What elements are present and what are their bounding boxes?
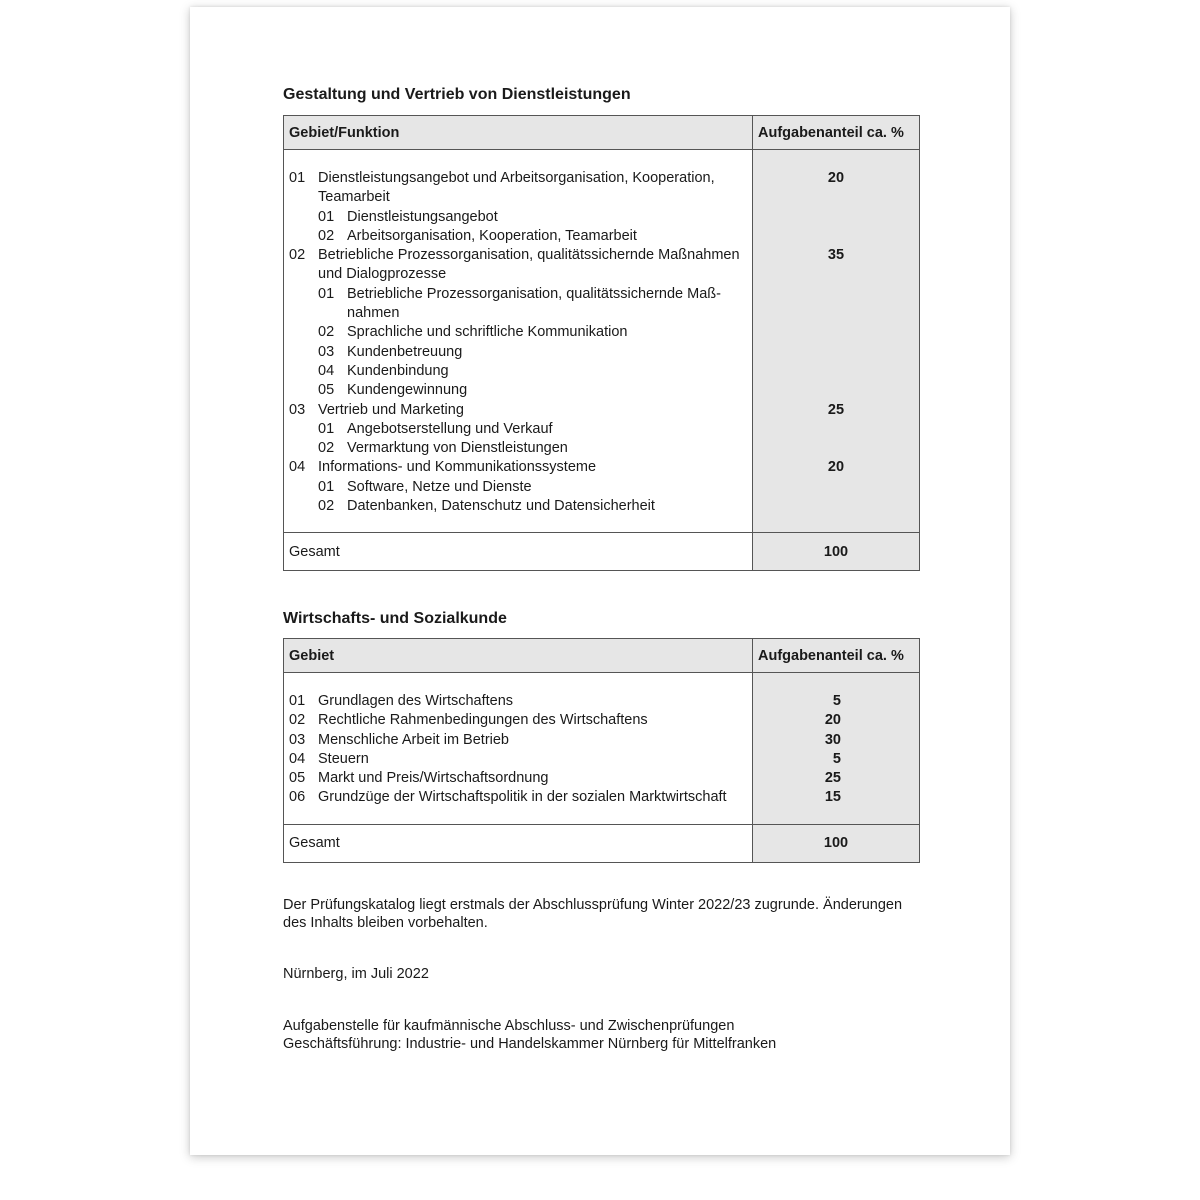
list-item: 05 Markt und Preis/Wirtschaftsordnung	[289, 770, 549, 787]
list-item: 01 Dienstleistungsangebot und Arbeitsorganisation, Kooperation, Teamarbeit	[289, 170, 715, 206]
section2-title: Wirtschafts- und Sozialkunde	[283, 610, 507, 627]
list-subitem: 01 Angebotserstellung und Verkauf	[318, 420, 553, 437]
list-item: 03 Menschliche Arbeit im Betrieb	[289, 731, 509, 748]
section2-areas	[284, 673, 753, 825]
section1-shares	[753, 150, 920, 533]
section1-table	[283, 115, 920, 571]
list-item: 04 Informations- und Kommunikationssysteme	[289, 459, 597, 476]
section2-table	[283, 638, 920, 863]
document-page	[190, 7, 1010, 1155]
section2-total-value: 100	[753, 824, 920, 862]
list-item: 03 Vertrieb und Marketing	[289, 401, 464, 418]
issuer-line-1: Aufgabenstelle für kaufmännische Abschluss- und Zwischenprüfungen	[283, 1018, 735, 1034]
list-item: 02 Rechtliche Rahmenbedingungen des Wirtschaftens	[289, 712, 648, 729]
list-subitem: 02 Arbeitsorganisation, Kooperation, Teamarbeit	[318, 227, 637, 244]
share-value: 5	[832, 693, 841, 709]
section2-shares	[753, 673, 920, 825]
share-value: 15	[824, 789, 841, 806]
list-subitem: 03 Kundenbetreuung	[318, 343, 463, 360]
list-subitem: 02 Vermarktung von Dienstleistungen	[318, 440, 568, 457]
section2-header-area: Gebiet	[284, 639, 753, 673]
section2-header-share: Aufgabenanteil ca. %	[753, 639, 920, 673]
footnote: Der Prüfungskatalog liegt erstmals der Abschlussprüfung Winter 2022/23 zugrunde. Änderungen des Inhalts bleiben vorbehalten.	[283, 897, 903, 931]
share-value: 25	[827, 401, 845, 418]
share-value: 5	[832, 750, 841, 767]
list-subitem: 05 Kundengewinnung	[318, 382, 468, 399]
issuer-line-2: Geschäftsführung: Industrie- und Handelskammer Nürnberg für Mittelfranken	[283, 1036, 777, 1052]
list-item: 01 Grundlagen des Wirtschaftens	[289, 693, 514, 709]
section1-header-area: Gebiet/Funktion	[284, 116, 753, 150]
share-value: 20	[827, 459, 845, 476]
list-item: 06 Grundzüge der Wirtschaftspolitik in der sozialen Marktwirtschaft	[289, 789, 727, 806]
share-value: 35	[827, 247, 845, 264]
list-subitem: 01 Software, Netze und Dienste	[318, 478, 532, 495]
section1-total-label: Gesamt	[284, 533, 753, 571]
list-subitem: 01 Betriebliche Prozessorganisation, qualitätssichernde Maß-nahmen	[318, 285, 721, 322]
section1-areas	[284, 150, 753, 533]
list-subitem: 02 Datenbanken, Datenschutz und Datensicherheit	[318, 498, 655, 515]
list-subitem: 01 Dienstleistungsangebot	[318, 208, 498, 225]
section1-title: Gestaltung und Vertrieb von Dienstleistungen	[283, 86, 631, 103]
list-item: 02 Betriebliche Prozessorganisation, qualitätssichernde Maßnahmen und Dialogprozesse	[289, 247, 740, 283]
list-subitem: 04 Kundenbindung	[318, 362, 449, 379]
list-item: 04 Steuern	[289, 750, 369, 767]
share-value: 25	[824, 770, 841, 787]
share-value: 30	[824, 731, 841, 748]
section1-total-value: 100	[753, 533, 920, 571]
section2-total-label: Gesamt	[284, 824, 753, 862]
share-value: 20	[827, 170, 845, 186]
share-value: 20	[824, 712, 841, 729]
section1-header-share: Aufgabenanteil ca. %	[753, 116, 920, 150]
list-subitem: 02 Sprachliche und schriftliche Kommunikation	[318, 324, 628, 341]
place-date: Nürnberg, im Juli 2022	[283, 966, 429, 982]
